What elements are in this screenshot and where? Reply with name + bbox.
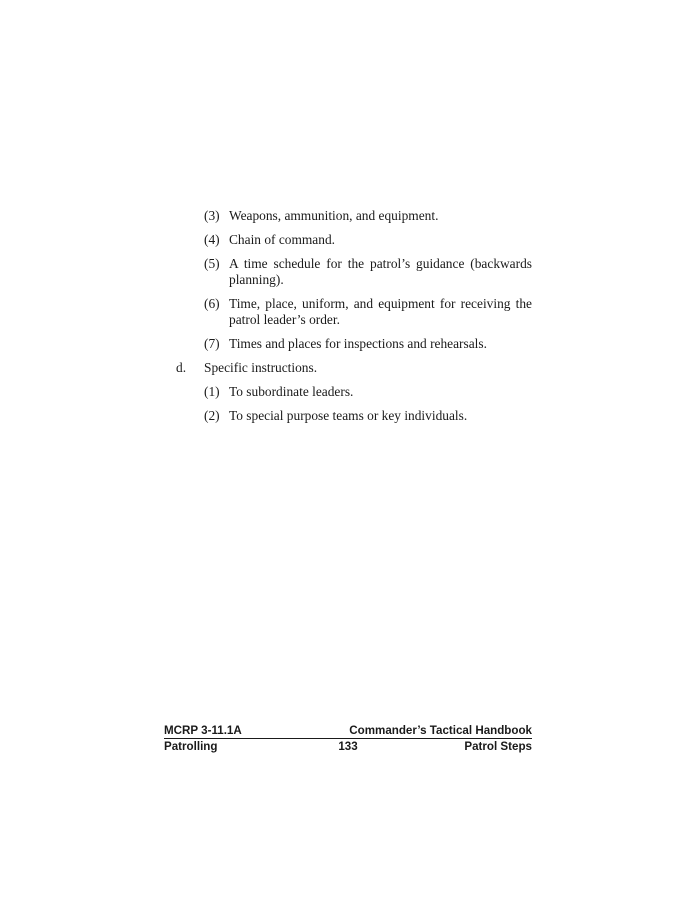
page-footer [164,724,532,754]
list-marker: (2) [204,408,220,423]
list-item-heading [164,360,532,376]
list-item [164,384,532,400]
footer-bottom-row [164,740,532,754]
footer-top-row [164,724,532,739]
list-item-text: To subordinate leaders. [229,384,354,399]
list-item-text: Weapons, ammunition, and equipment. [229,208,439,223]
list-item [164,208,532,224]
list-item-text: Time, place, uniform, and equipment for receiving the patrol leader’s order. [229,296,532,327]
list-item [164,256,532,288]
list-item-text: Chain of command. [229,232,335,247]
list-item [164,232,532,248]
list-item-text: A time schedule for the patrol’s guidance (backwards planning). [229,256,532,287]
list-item [164,408,532,424]
list-item [164,336,532,352]
page-body [164,208,532,432]
list-item [164,296,532,328]
chapter-name: Patrolling [164,740,218,753]
list-item-text: To special purpose teams or key individuals. [229,408,468,423]
section-name: Patrol Steps [464,740,532,753]
list-marker: (5) [204,256,220,271]
list-marker: (7) [204,336,220,351]
publication-number: MCRP 3-11.1A [164,724,242,737]
list-marker: (3) [204,208,220,223]
list-item-text: Specific instructions. [204,360,318,375]
list-marker: (4) [204,232,220,247]
list-marker: (1) [204,384,220,399]
handbook-title: Commander’s Tactical Handbook [349,724,532,737]
list-marker: d. [176,360,187,375]
list-item-text: Times and places for inspections and rehearsals. [229,336,487,351]
list-marker: (6) [204,296,220,311]
page-number: 133 [338,740,358,753]
